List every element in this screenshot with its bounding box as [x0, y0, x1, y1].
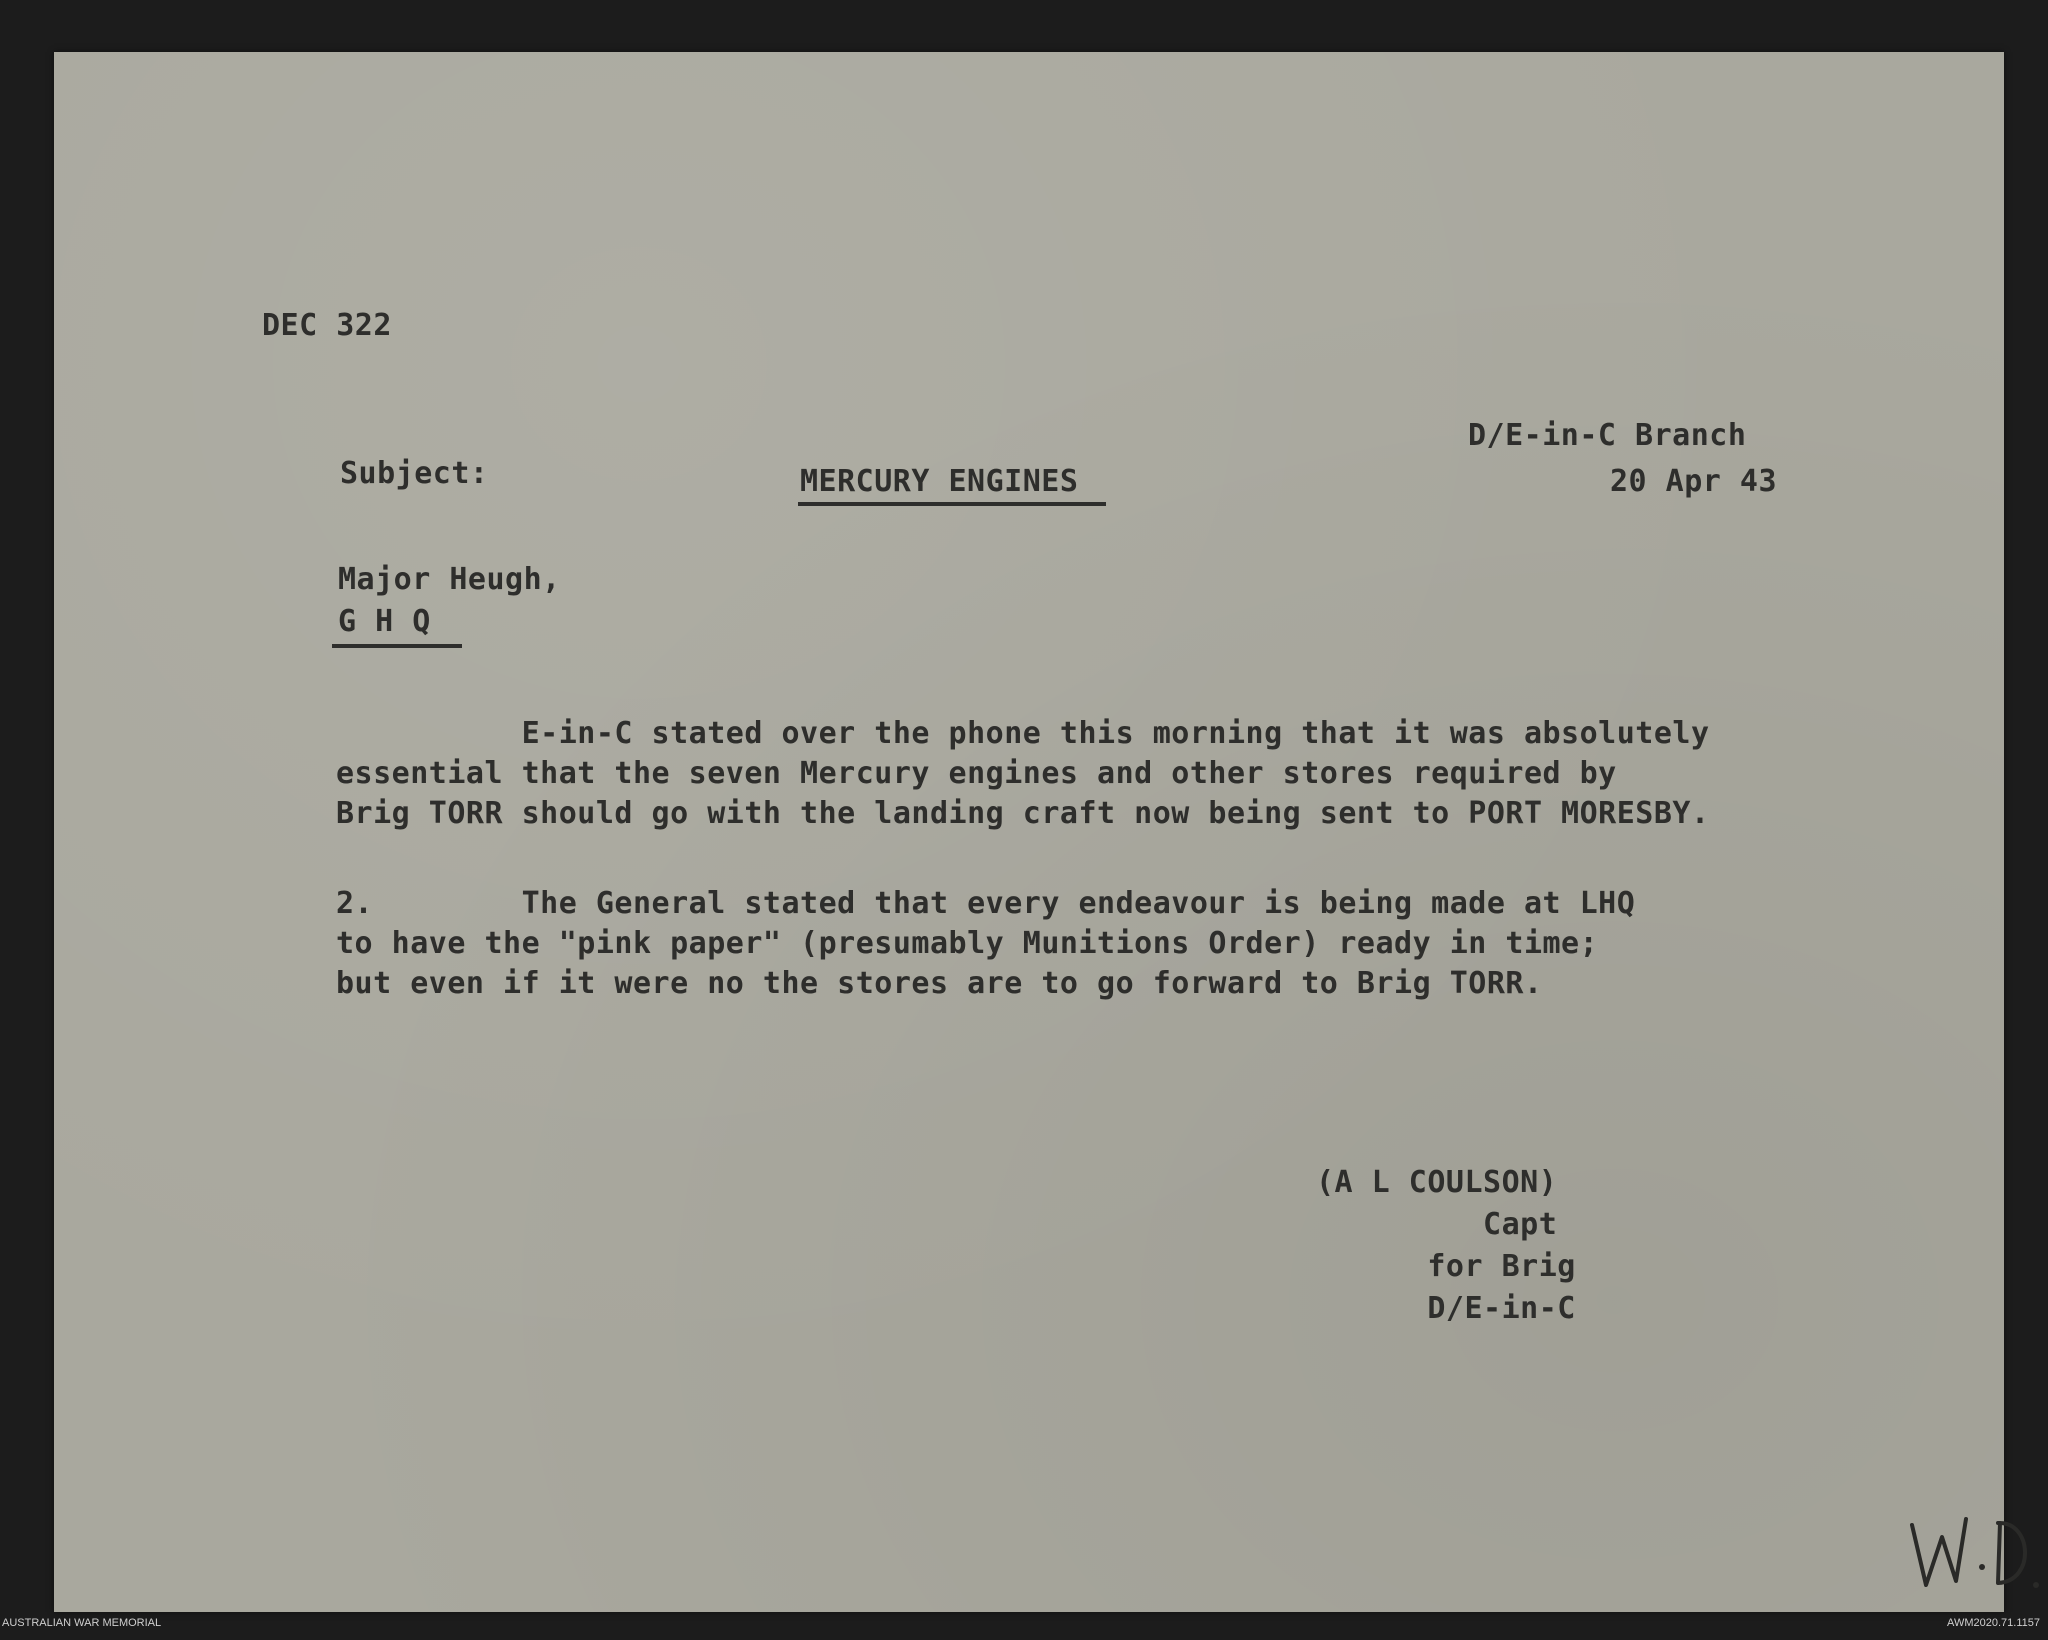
addressee-unit: G H Q [338, 604, 431, 639]
handwritten-initials [1904, 1507, 2044, 1597]
footer-institution: AUSTRALIAN WAR MEMORIAL [2, 1617, 162, 1629]
paragraph-1: E-in-C stated over the phone this morning that it was absolutely essential that the seven Mercury engines and other stores required by Brig TORR should go with the landing craft now being sent to PORT MORESBY. [336, 716, 1710, 831]
reference-number: DEC 322 [262, 308, 392, 343]
subject-label: Subject: [340, 456, 489, 491]
addressee-underline [332, 644, 462, 648]
document-page [54, 52, 2004, 1612]
footer-accession-number: AWM2020.71.1157 [1947, 1617, 2040, 1629]
paragraph-2: 2. The General stated that every endeavour is being made at LHQ to have the "pink paper" (presumably Munitions Order) ready in time; but even if it were no the stores are to go forward to Brig TORR. [336, 886, 1636, 1001]
branch-name: D/E-in-C Branch [1468, 418, 1747, 453]
subject-title: MERCURY ENGINES [800, 464, 1079, 499]
letter-date: 20 Apr 43 [1610, 464, 1778, 499]
signature-block: (A L COULSON) Capt for Brig D/E-in-C [1316, 1165, 1576, 1326]
subject-underline [798, 502, 1106, 506]
addressee-name: Major Heugh, [338, 562, 561, 597]
